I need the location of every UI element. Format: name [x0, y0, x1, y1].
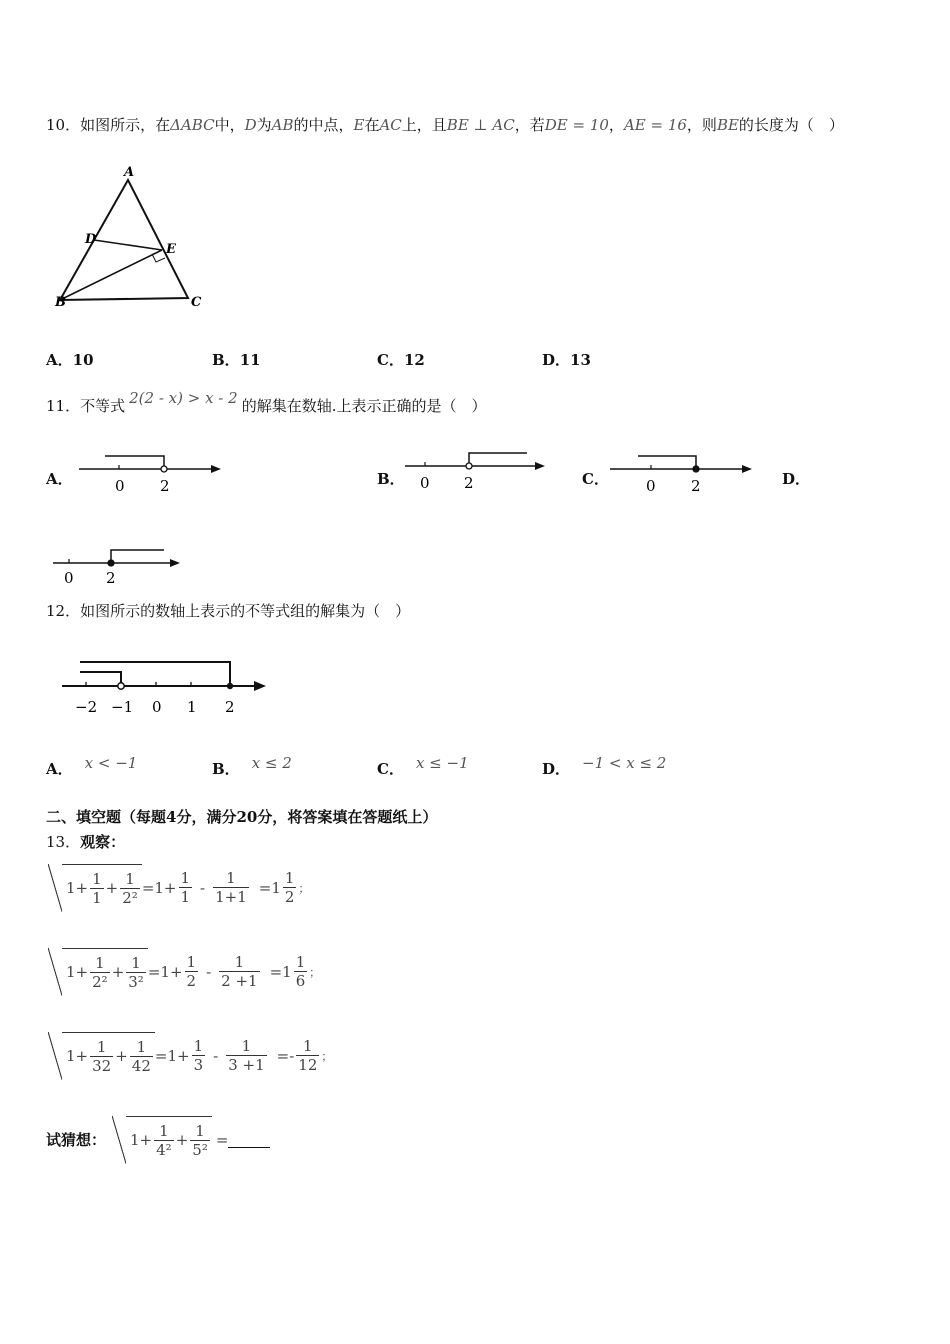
denominator: 2: [186, 972, 197, 990]
q11-option-d-number-line[interactable]: [50, 542, 195, 590]
q10-option-c[interactable]: [377, 349, 425, 370]
solution-bracket: [638, 456, 696, 469]
term: 1+: [66, 963, 89, 981]
option-value: x < −1: [84, 754, 138, 772]
fraction: [126, 954, 146, 991]
arrow-icon: [742, 465, 752, 473]
q12-option-a[interactable]: [46, 752, 138, 778]
numerator: 1: [154, 1122, 174, 1141]
arrow-icon: [211, 465, 221, 473]
q10-math: E: [353, 116, 365, 134]
open-point: [118, 683, 124, 689]
q10-option-a[interactable]: [46, 349, 94, 370]
plus: +: [115, 1047, 128, 1065]
q10-math: ΔABC: [170, 116, 215, 134]
q12-number-line: [58, 650, 273, 722]
q11-text: 的解集在数轴.上表示正确的是（ ）: [241, 397, 487, 415]
q11-option-b-letter[interactable]: B．: [377, 470, 405, 488]
q11-inequality: 2(2 - x) > x - 2: [129, 389, 238, 407]
open-point: [466, 463, 472, 469]
fraction: [185, 953, 199, 990]
term: =1+: [141, 878, 177, 897]
open-point: [161, 466, 167, 472]
q12-option-d[interactable]: [542, 752, 667, 778]
q13-stem: [46, 831, 125, 852]
numerator: 1: [126, 954, 146, 973]
q11-option-c-number-line[interactable]: [608, 448, 763, 498]
answer-blank[interactable]: [228, 1131, 270, 1148]
fraction: [120, 870, 140, 907]
q12-text: 如图所示的数轴上表示的不等式组的解集为（ ）: [80, 602, 411, 620]
q10-option-b[interactable]: [212, 349, 261, 370]
q10-text: 如图所示，在: [80, 116, 171, 134]
q10-math: BE: [716, 116, 739, 134]
term: 1+: [66, 1047, 89, 1065]
q11-option-a-letter[interactable]: A．: [46, 470, 73, 488]
q10-text: 的长度为（ ）: [738, 116, 844, 134]
tick-label: 2: [225, 698, 235, 716]
denominator: 2 +1: [221, 972, 258, 990]
q11-stem: [46, 389, 487, 416]
q13-number: 13．: [46, 833, 81, 851]
closed-point: [693, 466, 699, 472]
fraction: [226, 1037, 266, 1074]
fraction: [154, 1122, 174, 1159]
option-value: 11: [239, 351, 261, 369]
label-a: A: [124, 165, 135, 180]
fraction: [213, 869, 249, 906]
numerator: 1: [186, 953, 197, 971]
plus: +: [175, 1131, 189, 1149]
option-value: 10: [72, 351, 94, 369]
result: =1: [269, 962, 292, 981]
semicolon: ；: [298, 881, 310, 895]
term: =1+: [147, 962, 183, 981]
denominator: 12: [298, 1056, 318, 1074]
fraction: [90, 1038, 113, 1075]
tick-label-2: 2: [160, 477, 170, 495]
q10-text: 在: [364, 116, 380, 134]
denominator: 2: [284, 888, 295, 906]
arrow-icon: [535, 462, 545, 470]
numerator: 1: [190, 1122, 210, 1141]
denominator: 4²: [156, 1140, 172, 1159]
section-heading: 二、填空题（每题4分，满分20分，将答案填在答题纸上）: [46, 808, 438, 826]
tick-label: 0: [152, 698, 162, 716]
segment-de: [94, 240, 162, 250]
q10-text: ，若: [514, 116, 545, 134]
semicolon: ；: [321, 1049, 333, 1063]
option-letter: D．: [542, 760, 571, 778]
q10-triangle-figure: [48, 160, 218, 315]
q10-math: AE = 16: [623, 116, 687, 134]
option-value: 12: [403, 351, 425, 369]
denominator: 1+1: [215, 888, 247, 906]
q10-text: 的中点，: [293, 116, 354, 134]
guess-label: 试猜想：: [46, 1131, 107, 1149]
option-value: 13: [570, 351, 591, 369]
tick-label-0: 0: [115, 477, 125, 495]
q10-stem: [46, 114, 844, 135]
upper-bracket: [80, 662, 230, 686]
term: 1+: [130, 1131, 153, 1149]
right-angle-mark: [152, 254, 165, 262]
q10-math: D: [244, 116, 257, 134]
numerator: 1: [180, 869, 191, 887]
sqrt-expression: [62, 948, 148, 995]
numerator: 1: [284, 869, 295, 887]
numerator: 1: [226, 1037, 266, 1056]
result: =-: [276, 1046, 295, 1065]
q10-text: 上，且: [401, 116, 447, 134]
tick-label-0: 0: [646, 477, 656, 495]
numerator: 1: [213, 869, 249, 888]
arrow-icon: [254, 681, 266, 691]
label-b: B: [55, 295, 66, 310]
minus: -: [213, 1046, 219, 1065]
q11-number: 11．: [46, 397, 81, 415]
semicolon: ；: [309, 965, 321, 979]
q12-number: 12．: [46, 602, 81, 620]
option-letter: B．: [212, 760, 240, 778]
denominator: 2²: [122, 888, 138, 907]
minus: -: [206, 962, 212, 981]
minus: -: [200, 878, 206, 897]
denominator: 6: [295, 972, 306, 990]
q12-stem: [46, 600, 410, 621]
sqrt-expression: [62, 864, 142, 911]
tick-label: −2: [75, 698, 98, 716]
q11-option-c-letter[interactable]: C．: [582, 470, 609, 488]
option-letter: A．: [46, 351, 73, 369]
numerator: 1: [90, 1038, 113, 1057]
term: 1+: [66, 879, 89, 897]
option-letter: C．: [377, 351, 404, 369]
fraction: [190, 1122, 210, 1159]
fraction: [219, 953, 259, 990]
q11-option-a-number-line[interactable]: [75, 448, 230, 498]
q10-text: ，则: [686, 116, 717, 134]
option-value: −1 < x ≤ 2: [582, 754, 667, 772]
q10-option-d[interactable]: [542, 349, 591, 370]
fraction: [90, 954, 110, 991]
q13-guess: [46, 1116, 270, 1163]
closed-point: [227, 683, 233, 689]
tick-label-0: 0: [64, 569, 74, 587]
label-c: C: [191, 295, 202, 310]
numerator: 1: [219, 953, 259, 972]
solution-bracket: [111, 550, 164, 563]
q11-text: 不等式: [80, 397, 126, 415]
q10-math: DE = 10: [544, 116, 609, 134]
denominator: 42: [131, 1056, 151, 1075]
fraction: [294, 953, 308, 990]
denominator: 3²: [128, 972, 144, 991]
tick-label: −1: [111, 698, 134, 716]
plus: +: [105, 879, 119, 897]
q12-option-c[interactable]: [377, 752, 469, 778]
numerator: 1: [92, 869, 102, 888]
fraction: [296, 1037, 319, 1074]
closed-point: [108, 560, 114, 566]
q12-option-b[interactable]: [212, 752, 292, 778]
arrow-icon: [170, 559, 180, 567]
q13-equation-3: [48, 1032, 332, 1079]
q10-text: 中，: [214, 116, 245, 134]
option-letter: D．: [542, 351, 571, 369]
numerator: 1: [193, 1037, 204, 1055]
denominator: 3 +1: [228, 1056, 265, 1074]
denominator: 3: [193, 1056, 204, 1074]
q11-option-b-number-line[interactable]: [403, 446, 553, 496]
label-d: D: [85, 232, 97, 247]
q10-math: BE ⊥ AC: [446, 116, 515, 134]
denominator: 5²: [192, 1140, 208, 1159]
tick-label-0: 0: [420, 474, 430, 492]
q10-number: 10．: [46, 116, 81, 134]
denominator: 2²: [92, 972, 108, 991]
q10-math: AB: [271, 116, 294, 134]
option-letter: B．: [212, 351, 240, 369]
q13-equation-1: [48, 864, 309, 911]
lower-bracket: [80, 672, 121, 683]
denominator: 1: [180, 888, 191, 906]
label-e: E: [166, 242, 176, 257]
triangle-abc: [60, 180, 188, 300]
option-letter: A．: [46, 760, 73, 778]
fraction: [179, 869, 193, 906]
q11-option-d-letter[interactable]: D．: [782, 470, 811, 488]
q13-text: 观察：: [80, 833, 126, 851]
numerator: 1: [130, 1038, 153, 1057]
numerator: 1: [120, 870, 140, 889]
q10-text: 为: [256, 116, 272, 134]
sqrt-expression: [62, 1032, 155, 1079]
tick-label-2: 2: [464, 474, 474, 492]
equals: =: [215, 1130, 229, 1149]
numerator: 1: [90, 954, 110, 973]
q13-equation-2: [48, 948, 320, 995]
term: =1+: [154, 1046, 190, 1065]
plus: +: [111, 963, 125, 981]
fraction: [283, 869, 297, 906]
numerator: 1: [296, 1037, 319, 1056]
fraction: [90, 870, 104, 907]
tick-label-2: 2: [106, 569, 116, 587]
solution-bracket: [469, 453, 527, 463]
tick-label-2: 2: [691, 477, 701, 495]
option-letter: C．: [377, 760, 404, 778]
option-value: x ≤ −1: [415, 754, 469, 772]
denominator: 32: [92, 1056, 112, 1075]
fraction: [130, 1038, 153, 1075]
q10-math: AC: [379, 116, 402, 134]
option-value: x ≤ 2: [251, 754, 292, 772]
q10-text: ，: [608, 116, 624, 134]
tick-label: 1: [187, 698, 197, 716]
result: =1: [258, 878, 281, 897]
fraction: [192, 1037, 206, 1074]
sqrt-expression: [126, 1116, 212, 1163]
solution-bracket: [105, 456, 164, 466]
denominator: 1: [92, 888, 102, 907]
numerator: 1: [295, 953, 306, 971]
